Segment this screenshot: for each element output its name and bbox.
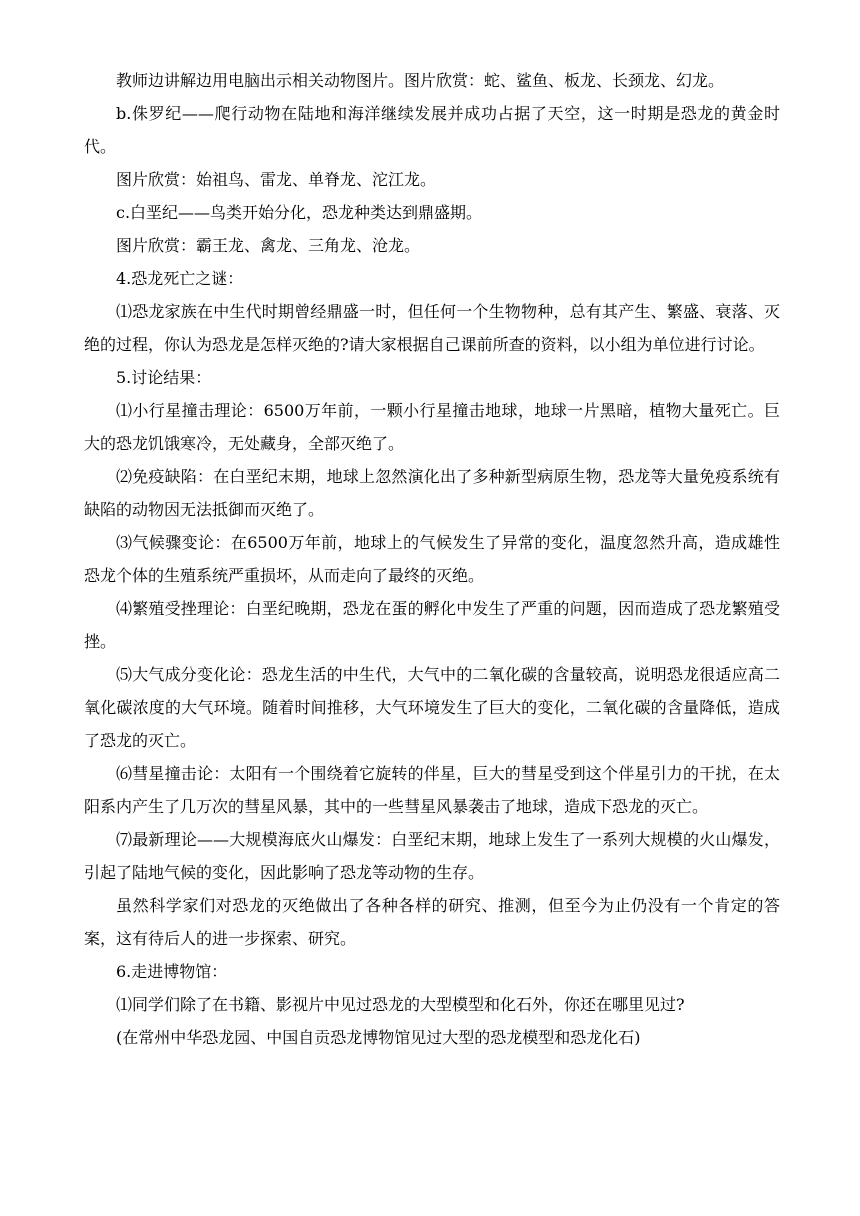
paragraph-volcano-theory: ⑺最新理论——大规模海底火山爆发：白垩纪末期，地球上发生了一系列大规模的火山爆发，引起了陆地气候的变化，因此影响了恐龙等动物的生存。 — [84, 830, 780, 882]
paragraph-museum-question: ⑴同学们除了在书籍、影视片中见过恐龙的大型模型和化石外，你还在哪里见过? — [116, 995, 685, 1014]
paragraph-comet-theory: ⑹彗星撞击论：太阳有一个围绕着它旋转的伴星，巨大的彗星受到这个伴星引力的干扰，在太阳系内产生了几万次的彗星风暴，其中的一些彗星风暴袭击了地球，造成下恐龙的灭亡。 — [84, 764, 780, 816]
paragraph-asteroid-theory: ⑴小行星撞击理论：6500万年前，一颗小行星撞击地球，地球一片黑暗，植物大量死亡。巨大的恐龙饥饿寒冷，无处藏身，全部灭绝了。 — [84, 401, 780, 453]
paragraph-immune-deficiency: ⑵免疫缺陷：在白垩纪末期，地球上忽然演化出了多种新型病原生物，恐龙等大量免疫系统有缺陷的动物因无法抵御而灭绝了。 — [84, 467, 780, 519]
paragraph-cretaceous: c.白垩纪——鸟类开始分化，恐龙种类达到鼎盛期。 — [116, 203, 483, 222]
paragraph-cretaceous-images: 图片欣赏：霸王龙、禽龙、三角龙、沧龙。 — [116, 236, 421, 255]
paragraph-climate-change: ⑶气候骤变论：在6500万年前，地球上的气候发生了异常的变化，温度忽然升高，造成雄性恐龙个体的生殖系统严重损坏，从而走向了最终的灭绝。 — [84, 533, 780, 585]
paragraph-jurassic-images: 图片欣赏：始祖鸟、雷龙、单脊龙、沱江龙。 — [116, 170, 437, 189]
paragraph-atmosphere-theory: ⑸大气成分变化论：恐龙生活的中生代，大气中的二氧化碳的含量较高，说明恐龙很适应高二氧化碳浓度的大气环境。随着时间推移，大气环境发生了巨大的变化，二氧化碳的含量降低，造成了恐龙的灭亡。 — [84, 665, 780, 750]
paragraph-conclusion: 虽然科学家们对恐龙的灭绝做出了各种各样的研究、推测，但至今为止仍没有一个肯定的答案，这有待后人的进一步探索、研究。 — [84, 896, 780, 948]
section-heading-extinction-mystery: 4.恐龙死亡之谜： — [116, 269, 244, 288]
paragraph-museum-answer: (在常州中华恐龙园、中国自贡恐龙博物馆见过大型的恐龙模型和恐龙化石) — [116, 1028, 641, 1047]
paragraph-jurassic: b.侏罗纪——爬行动物在陆地和海洋继续发展并成功占据了天空，这一时期是恐龙的黄金时代。 — [84, 104, 780, 156]
paragraph-intro-images: 教师边讲解边用电脑出示相关动物图片。图片欣赏：蛇、鲨鱼、板龙、长颈龙、幻龙。 — [116, 71, 725, 90]
section-heading-museum: 6.走进博物馆： — [116, 962, 228, 981]
paragraph-extinction-question: ⑴恐龙家族在中生代时期曾经鼎盛一时，但任何一个生物物种，总有其产生、繁盛、衰落、灭绝的过程，你认为恐龙是怎样灭绝的?请大家根据自己课前所查的资料，以小组为单位进行讨论。 — [84, 302, 780, 354]
paragraph-reproduction-theory: ⑷繁殖受挫理论：白垩纪晚期，恐龙在蛋的孵化中发生了严重的问题，因而造成了恐龙繁殖受挫。 — [84, 599, 780, 651]
section-heading-discussion-results: 5.讨论结果： — [116, 368, 212, 387]
